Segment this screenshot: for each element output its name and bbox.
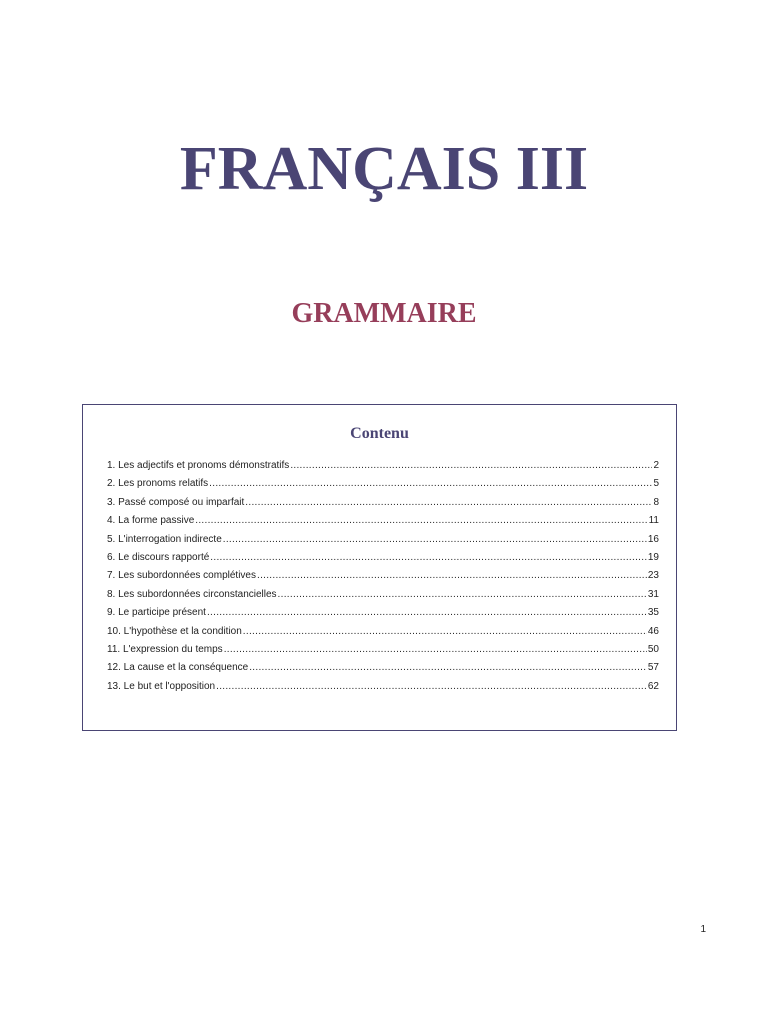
toc-entry[interactable]	[107, 607, 659, 625]
toc-entry[interactable]	[107, 497, 659, 515]
toc-entry-label: 6. Le discours rapporté	[107, 551, 210, 563]
toc-entry-label: 13. Le but et l'opposition	[107, 680, 216, 692]
toc-entry-page: 35	[647, 607, 659, 619]
toc-entry-page: 11	[648, 515, 659, 527]
toc-entry-page: 46	[647, 625, 659, 637]
toc-entry-label: 10. L'hypothèse et la condition	[107, 625, 242, 637]
toc-entry[interactable]	[107, 589, 659, 607]
toc-entry-label: 3. Passé composé ou imparfait	[107, 496, 245, 508]
toc-entry[interactable]	[107, 534, 659, 552]
toc-dot-leader	[245, 497, 652, 508]
toc-entry-label: 4. La forme passive	[107, 515, 195, 527]
toc-entry[interactable]	[107, 570, 659, 588]
document-subtitle: GRAMMAIRE	[291, 298, 477, 329]
toc-entry-label: 12. La cause et la conséquence	[107, 662, 249, 674]
toc-dot-leader	[207, 607, 647, 618]
toc-dot-leader	[195, 515, 647, 526]
toc-list	[107, 460, 659, 699]
toc-dot-leader	[224, 644, 647, 655]
toc-entry[interactable]	[107, 662, 659, 680]
toc-dot-leader	[290, 460, 652, 471]
toc-entry-page: 2	[653, 460, 659, 471]
toc-entry-page: 62	[647, 680, 659, 692]
toc-entry[interactable]	[107, 552, 659, 570]
toc-dot-leader	[223, 534, 647, 545]
toc-entry-page: 19	[647, 551, 659, 563]
toc-entry-page: 8	[653, 496, 659, 508]
table-of-contents-box	[82, 404, 677, 731]
toc-entry-page: 31	[647, 588, 659, 600]
toc-entry-label: 5. L'interrogation indirecte	[107, 533, 222, 545]
toc-entry-label: 9. Le participe présent	[107, 607, 206, 619]
toc-dot-leader	[243, 626, 647, 637]
toc-dot-leader	[209, 478, 652, 489]
toc-entry-label: 11. L'expression du temps	[107, 643, 223, 655]
toc-entry-page: 50	[647, 643, 659, 655]
toc-entry[interactable]	[107, 681, 659, 699]
toc-dot-leader	[278, 589, 647, 600]
document-title: FRANÇAIS III	[179, 135, 589, 203]
toc-dot-leader	[210, 552, 647, 563]
toc-entry[interactable]	[107, 478, 659, 496]
toc-entry-page: 16	[647, 533, 659, 545]
toc-entry-page: 5	[653, 478, 659, 490]
toc-heading: Contenu	[350, 425, 409, 442]
toc-entry-label: 1. Les adjectifs et pronoms démonstratifs	[107, 460, 290, 471]
page-number: 1	[700, 924, 706, 935]
toc-entry[interactable]	[107, 626, 659, 644]
toc-entry-page: 23	[647, 570, 659, 582]
toc-entry-label: 7. Les subordonnées complétives	[107, 570, 256, 582]
toc-entry-label: 2. Les pronoms relatifs	[107, 478, 209, 490]
toc-entry-page: 57	[647, 662, 659, 674]
toc-entry[interactable]	[107, 515, 659, 533]
toc-dot-leader	[257, 570, 647, 581]
toc-entry[interactable]	[107, 460, 659, 478]
toc-entry-label: 8. Les subordonnées circonstancielles	[107, 588, 277, 600]
toc-dot-leader	[249, 662, 647, 673]
toc-entry[interactable]	[107, 644, 659, 662]
toc-dot-leader	[216, 681, 647, 692]
